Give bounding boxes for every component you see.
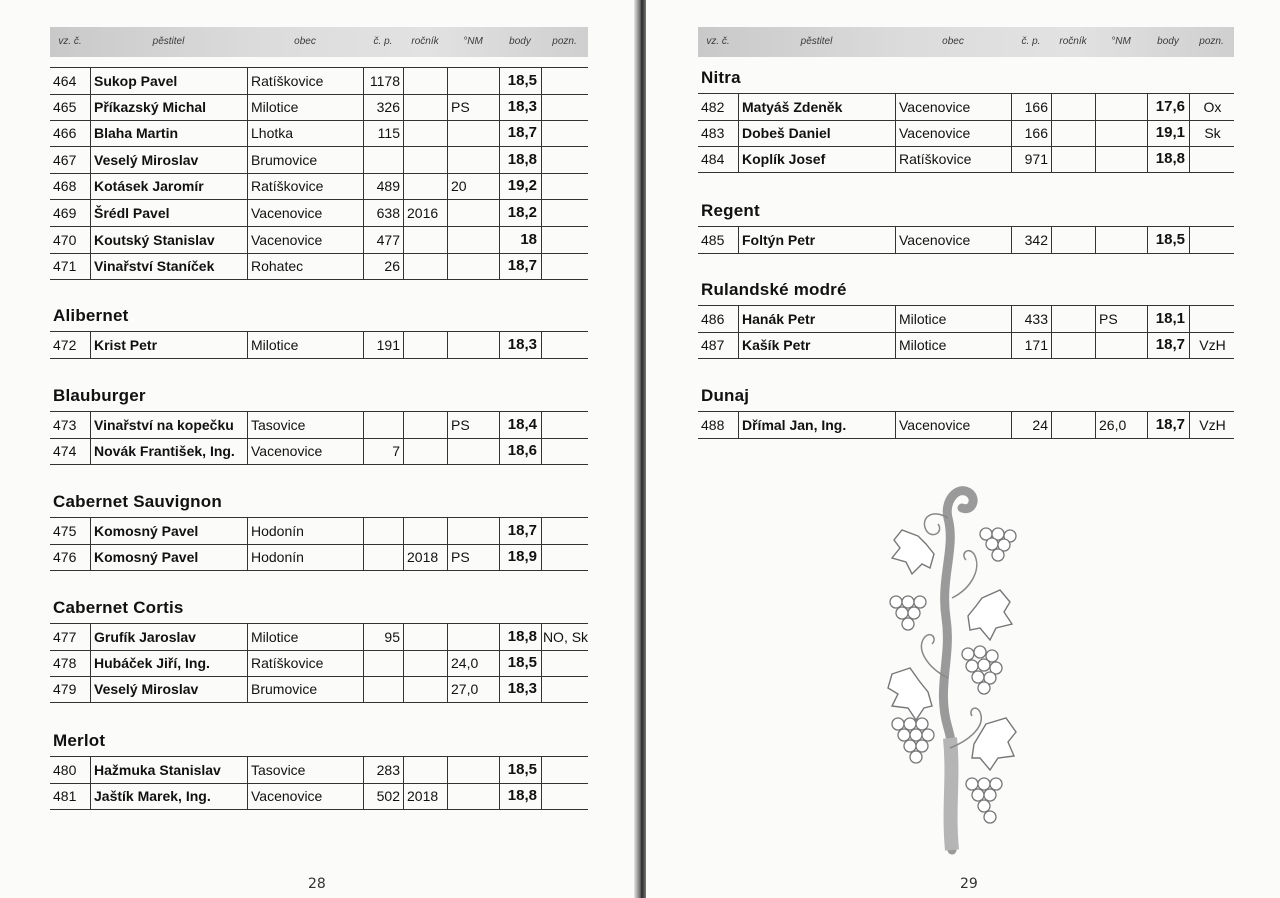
cell-obec: Vacenovice [895, 94, 1015, 120]
cell-nm [447, 624, 503, 650]
cell-obec: Milotice [895, 332, 1015, 358]
cell-nm [447, 783, 503, 809]
cell-obec: Rohatec [247, 253, 367, 279]
cell-rocnik [403, 253, 451, 279]
cell-obec: Vacenovice [895, 120, 1015, 146]
cell-rocnik [1051, 94, 1099, 120]
cell-obec: Vacenovice [247, 227, 367, 253]
cell-pozn [541, 200, 589, 226]
cell-cp: 638 [363, 200, 403, 226]
cell-pozn [541, 783, 589, 809]
cell-rocnik [1051, 146, 1099, 172]
header-rocnik: ročník [1059, 36, 1087, 47]
cell-rocnik [403, 518, 451, 544]
cell-cp: 171 [1011, 332, 1051, 358]
cell-vz: 486 [701, 311, 725, 327]
cell-pozn [541, 94, 589, 120]
cell-nm: PS [447, 94, 503, 120]
cell-cp [363, 676, 403, 702]
cell-pestitel: Hažmuka Stanislav [90, 757, 251, 783]
variety-heading: Alibernet [53, 306, 129, 325]
cell-vz: 480 [53, 762, 77, 778]
cell-cp: 283 [363, 757, 403, 783]
cell-pozn [541, 173, 589, 199]
cell-pozn [541, 650, 589, 676]
table-row [50, 147, 588, 174]
cell-nm [1095, 227, 1151, 253]
table-row [50, 756, 588, 784]
cell-rocnik [403, 624, 451, 650]
cell-vz: 472 [53, 337, 77, 353]
cell-vz: 479 [53, 681, 77, 698]
cell-pestitel: Koutský Stanislav [90, 227, 251, 253]
variety-heading: Cabernet Sauvignon [53, 492, 222, 511]
cell-cp: 24 [1011, 412, 1051, 438]
cell-pestitel: Kašík Petr [738, 332, 899, 358]
cell-rocnik [1051, 332, 1099, 358]
header-pozn: pozn. [1199, 36, 1224, 47]
cell-body: 17,6 [1147, 94, 1189, 120]
left-page [0, 0, 638, 898]
cell-rocnik: 2018 [403, 544, 451, 570]
cell-rocnik [1051, 306, 1099, 332]
cell-cp: 95 [363, 624, 403, 650]
table-row [698, 305, 1234, 333]
cell-pozn: VzH [1189, 332, 1235, 358]
variety-heading: Nitra [701, 68, 741, 87]
cell-body: 19,1 [1147, 120, 1189, 146]
cell-rocnik [403, 676, 451, 702]
cell-cp: 433 [1011, 306, 1051, 332]
cell-vz: 476 [53, 548, 77, 565]
cell-body: 18,1 [1147, 306, 1189, 332]
cell-body: 18,5 [499, 68, 541, 94]
cell-nm: 27,0 [447, 676, 503, 702]
table-row [50, 253, 588, 280]
cell-pozn [541, 518, 589, 544]
cell-rocnik: 2016 [403, 200, 451, 226]
table-row [50, 173, 588, 200]
cell-pozn [541, 68, 589, 94]
header-nm: °NM [463, 36, 483, 47]
cell-nm: 20 [447, 173, 503, 199]
cell-vz: 465 [53, 98, 77, 115]
cell-pestitel: Příkazský Michal [90, 94, 251, 120]
cell-cp [363, 412, 403, 438]
cell-cp: 7 [363, 438, 403, 464]
cell-cp: 26 [363, 253, 403, 279]
cell-pestitel: Hubáček Jiří, Ing. [90, 650, 251, 676]
cell-nm [1095, 332, 1151, 358]
header-pestitel: pěstitel [800, 36, 833, 47]
cell-pestitel: Jaštík Marek, Ing. [90, 783, 251, 809]
table-row [50, 331, 588, 359]
cell-pestitel: Grufík Jaroslav [90, 624, 251, 650]
cell-pozn [541, 412, 589, 438]
cell-obec: Ratíškovice [247, 173, 367, 199]
cell-obec: Milotice [247, 624, 367, 650]
cell-pozn [541, 544, 589, 570]
table-row [698, 226, 1234, 254]
cell-rocnik [403, 147, 451, 173]
cell-vz: 488 [701, 417, 725, 433]
cell-rocnik: 2018 [403, 783, 451, 809]
cell-cp [363, 147, 403, 173]
cell-body: 18,5 [1147, 227, 1189, 253]
cell-nm [447, 227, 503, 253]
cell-cp: 166 [1011, 120, 1051, 146]
cell-vz: 487 [701, 336, 725, 353]
cell-pozn [1189, 306, 1235, 332]
cell-obec: Tasovice [247, 412, 367, 438]
cell-rocnik [1051, 227, 1099, 253]
header-obec: obec [942, 36, 964, 47]
cell-cp: 489 [363, 173, 403, 199]
cell-cp [363, 650, 403, 676]
variety-heading: Blauburger [53, 386, 146, 405]
cell-pestitel: Veselý Miroslav [90, 676, 251, 702]
header-rocnik: ročník [411, 36, 439, 47]
table-header [698, 27, 1234, 57]
cell-obec: Milotice [247, 332, 367, 358]
table-row [50, 544, 588, 571]
cell-cp: 1178 [363, 68, 403, 94]
cell-nm: PS [447, 412, 503, 438]
cell-pestitel: Matyáš Zdeněk [738, 94, 899, 120]
cell-nm [1095, 94, 1151, 120]
header-cp: č. p. [1021, 36, 1041, 47]
cell-rocnik [403, 412, 451, 438]
header-vz: vz. č. [58, 36, 82, 47]
cell-rocnik [403, 650, 451, 676]
cell-obec: Vacenovice [895, 412, 1015, 438]
cell-obec: Milotice [247, 94, 367, 120]
cell-nm: PS [447, 544, 503, 570]
cell-vz: 467 [53, 151, 77, 168]
cell-cp: 477 [363, 227, 403, 253]
header-cp: č. p. [373, 36, 393, 47]
cell-rocnik [403, 68, 451, 94]
cell-pestitel: Vinařství Staníček [90, 253, 251, 279]
cell-obec: Vacenovice [247, 783, 367, 809]
cell-body: 18,3 [499, 94, 541, 120]
cell-body: 18,5 [499, 650, 541, 676]
cell-pestitel: Komosný Pavel [90, 544, 251, 570]
cell-body: 18,8 [499, 147, 541, 173]
cell-pestitel: Novák František, Ing. [90, 438, 251, 464]
cell-body: 18,3 [499, 676, 541, 702]
header-body: body [509, 36, 531, 47]
cell-body: 18,7 [499, 253, 541, 279]
table-row [698, 93, 1234, 121]
cell-nm [447, 68, 503, 94]
cell-obec: Vacenovice [247, 200, 367, 226]
variety-heading: Regent [701, 201, 760, 220]
header-nm: °NM [1111, 36, 1131, 47]
cell-rocnik [403, 173, 451, 199]
cell-pozn [1189, 146, 1235, 172]
cell-pestitel: Kotásek Jaromír [90, 173, 251, 199]
table-row [698, 332, 1234, 359]
cell-cp: 166 [1011, 94, 1051, 120]
cell-rocnik [403, 757, 451, 783]
cell-nm [447, 200, 503, 226]
table-row [50, 650, 588, 677]
header-pestitel: pěstitel [152, 36, 185, 47]
cell-cp [363, 544, 403, 570]
cell-pestitel: Koplík Josef [738, 146, 899, 172]
cell-body: 18,7 [499, 518, 541, 544]
cell-body: 19,2 [499, 173, 541, 199]
cell-obec: Vacenovice [247, 438, 367, 464]
cell-nm: 24,0 [447, 650, 503, 676]
cell-cp: 342 [1011, 227, 1051, 253]
variety-heading: Dunaj [701, 386, 750, 405]
cell-obec: Ratíškovice [247, 68, 367, 94]
cell-pestitel: Vinařství na kopečku [90, 412, 251, 438]
cell-body: 18,4 [499, 412, 541, 438]
cell-pozn [541, 253, 589, 279]
table-row [50, 227, 588, 254]
cell-pestitel: Krist Petr [90, 332, 251, 358]
table-row [50, 67, 588, 95]
cell-pozn [541, 120, 589, 146]
cell-vz: 478 [53, 654, 77, 671]
cell-nm [447, 253, 503, 279]
cell-body: 18,9 [499, 544, 541, 570]
cell-body: 18,8 [1147, 146, 1189, 172]
cell-nm [1095, 120, 1151, 146]
cell-body: 18,3 [499, 332, 541, 358]
cell-vz: 469 [53, 205, 77, 221]
cell-pozn [541, 147, 589, 173]
header-body: body [1157, 36, 1179, 47]
cell-obec: Tasovice [247, 757, 367, 783]
cell-vz: 484 [701, 151, 725, 168]
cell-pozn [1189, 227, 1235, 253]
cell-obec: Ratíškovice [247, 650, 367, 676]
cell-vz: 471 [53, 258, 77, 275]
cell-pozn [541, 227, 589, 253]
cell-rocnik [403, 227, 451, 253]
cell-body: 18,7 [1147, 332, 1189, 358]
cell-vz: 474 [53, 442, 77, 459]
cell-vz: 468 [53, 178, 77, 195]
cell-rocnik [1051, 412, 1099, 438]
cell-pestitel: Dobeš Daniel [738, 120, 899, 146]
page-number: 29 [960, 876, 978, 892]
cell-pestitel: Sukop Pavel [90, 68, 251, 94]
table-row [698, 146, 1234, 173]
page-number: 28 [308, 876, 326, 892]
cell-vz: 473 [53, 417, 77, 433]
cell-obec: Brumovice [247, 147, 367, 173]
cell-body: 18,5 [499, 757, 541, 783]
cell-body: 18 [499, 227, 541, 253]
cell-pozn: Ox [1189, 94, 1235, 120]
cell-pestitel: Foltýn Petr [738, 227, 899, 253]
cell-cp: 502 [363, 783, 403, 809]
cell-obec: Hodonín [247, 518, 367, 544]
cell-nm [447, 518, 503, 544]
cell-body: 18,8 [499, 783, 541, 809]
header-pozn: pozn. [552, 36, 577, 47]
cell-body: 18,7 [1147, 412, 1189, 438]
table-row [698, 120, 1234, 147]
table-row [50, 676, 588, 703]
cell-rocnik [403, 332, 451, 358]
cell-cp: 191 [363, 332, 403, 358]
cell-vz: 477 [53, 629, 77, 645]
cell-vz: 481 [53, 787, 77, 804]
cell-cp: 971 [1011, 146, 1051, 172]
cell-rocnik [403, 94, 451, 120]
cell-nm [1095, 146, 1151, 172]
cell-rocnik [403, 120, 451, 146]
cell-cp: 326 [363, 94, 403, 120]
cell-obec: Milotice [895, 306, 1015, 332]
cell-nm: PS [1095, 306, 1151, 332]
cell-rocnik [403, 438, 451, 464]
cell-vz: 485 [701, 232, 725, 248]
cell-pozn: Sk [1189, 120, 1235, 146]
cell-pozn [541, 757, 589, 783]
cell-body: 18,2 [499, 200, 541, 226]
table-row [50, 623, 588, 651]
cell-pozn [541, 676, 589, 702]
cell-nm [447, 332, 503, 358]
cell-nm: 26,0 [1095, 412, 1151, 438]
cell-pozn [541, 332, 589, 358]
cell-vz: 475 [53, 523, 77, 539]
cell-obec: Lhotka [247, 120, 367, 146]
header-obec: obec [294, 36, 316, 47]
cell-nm [447, 120, 503, 146]
cell-vz: 482 [701, 99, 725, 115]
table-row [50, 517, 588, 545]
variety-heading: Rulandské modré [701, 280, 847, 299]
cell-cp [363, 518, 403, 544]
cell-pozn: VzH [1189, 412, 1235, 438]
cell-nm [447, 757, 503, 783]
cell-vz: 464 [53, 73, 77, 89]
table-row [50, 94, 588, 121]
right-page [646, 0, 1280, 898]
cell-obec: Ratíškovice [895, 146, 1015, 172]
cell-body: 18,6 [499, 438, 541, 464]
header-vz: vz. č. [706, 36, 730, 47]
table-row [50, 120, 588, 147]
cell-pestitel: Komosný Pavel [90, 518, 251, 544]
grapevine-illustration [882, 478, 1052, 858]
variety-heading: Cabernet Cortis [53, 598, 184, 617]
cell-vz: 483 [701, 124, 725, 141]
table-row [50, 411, 588, 439]
cell-pestitel: Šrédl Pavel [90, 200, 251, 226]
cell-body: 18,8 [499, 624, 541, 650]
variety-heading: Merlot [53, 731, 106, 750]
cell-obec: Brumovice [247, 676, 367, 702]
cell-body: 18,7 [499, 120, 541, 146]
cell-nm [447, 438, 503, 464]
cell-nm [447, 147, 503, 173]
cell-vz: 466 [53, 125, 77, 142]
cell-rocnik [1051, 120, 1099, 146]
cell-vz: 470 [53, 231, 77, 248]
table-row [50, 438, 588, 465]
cell-obec: Hodonín [247, 544, 367, 570]
cell-pozn: NO, Sk [541, 624, 589, 650]
table-row [698, 411, 1234, 439]
cell-cp: 115 [363, 120, 403, 146]
cell-obec: Vacenovice [895, 227, 1015, 253]
cell-pestitel: Blaha Martin [90, 120, 251, 146]
table-row [50, 200, 588, 227]
cell-pestitel: Dřímal Jan, Ing. [738, 412, 899, 438]
cell-pestitel: Hanák Petr [738, 306, 899, 332]
cell-pestitel: Veselý Miroslav [90, 147, 251, 173]
table-row [50, 783, 588, 810]
cell-pozn [541, 438, 589, 464]
table-header [50, 27, 588, 57]
